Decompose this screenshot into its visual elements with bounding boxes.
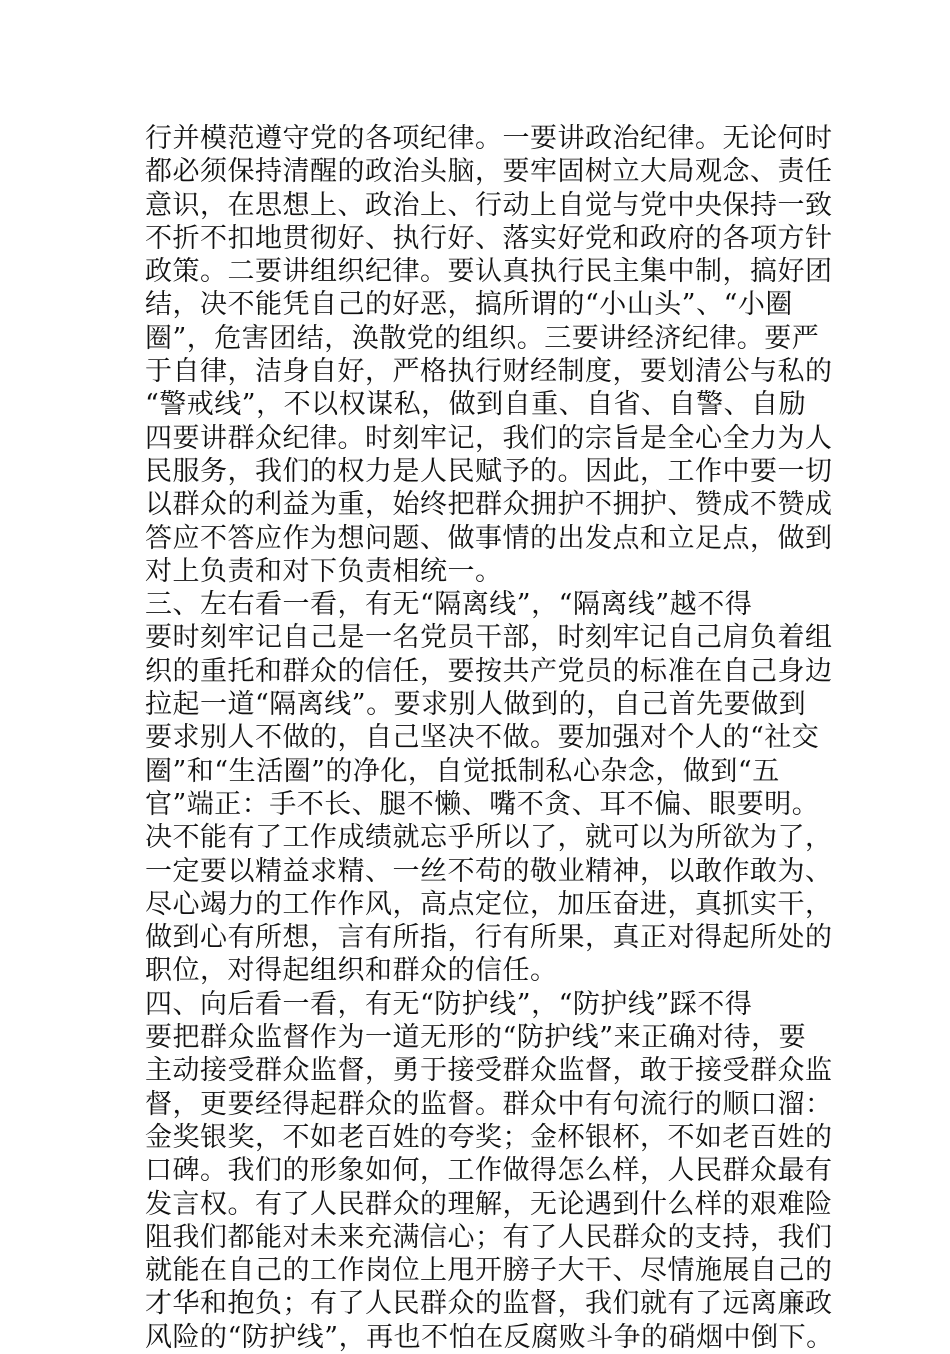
text-line: 要时刻牢记自己是一名党员干部，时刻牢记自己肩负着组 <box>145 622 833 654</box>
text-line: 四要讲群众纪律。时刻牢记，我们的宗旨是全心全力为人 <box>145 422 833 454</box>
text-line: 金奖银奖，不如老百姓的夸奖；金杯银杯，不如老百姓的 <box>145 1121 833 1153</box>
text-line: 要把群众监督作为一道无形的“防护线”来正确对待，要 <box>145 1022 807 1054</box>
text-line: 才华和抱负；有了人民群众的监督，我们就有了远离廉政 <box>145 1288 833 1320</box>
text-line: 发言权。有了人民群众的理解，无论遇到什么样的艰难险 <box>145 1188 833 1220</box>
text-line: 政策。二要讲组织纪律。要认真执行民主集中制，搞好团 <box>145 256 833 288</box>
text-line: 职位，对得起组织和群众的信任。 <box>145 955 558 987</box>
text-line: 圈”，危害团结，涣散党的组织。三要讲经济纪律。要严 <box>145 322 820 354</box>
text-line: 都必须保持清醒的政治头脑，要牢固树立大局观念、责任 <box>145 156 833 188</box>
body-text <box>145 122 834 1354</box>
text-line: 三、左右看一看，有无“隔离线”，“隔离线”越不得 <box>145 589 753 621</box>
text-line: “警戒线”，不以权谋私，做到自重、自省、自警、自励 <box>145 389 807 421</box>
text-line: 督，更要经得起群众的监督。群众中有句流行的顺口溜： <box>145 1088 833 1120</box>
text-line: 民服务，我们的权力是人民赋予的。因此，工作中要一切 <box>145 455 833 487</box>
text-line: 做到心有所想，言有所指，行有所果，真正对得起所处的 <box>145 922 833 954</box>
text-line: 圈”和“生活圈”的净化，自觉抵制私心杂念，做到“五 <box>145 755 780 787</box>
text-line: 不折不扣地贯彻好、执行好、落实好党和政府的各项方针 <box>145 222 833 254</box>
text-line: 就能在自己的工作岗位上甩开膀子大干、尽情施展自己的 <box>145 1255 833 1287</box>
text-line: 意识，在思想上、政治上、行动上自觉与党中央保持一致 <box>145 189 833 221</box>
text-line: 以群众的利益为重，始终把群众拥护不拥护、赞成不赞成 <box>145 489 833 521</box>
text-line: 要求别人不做的，自己坚决不做。要加强对个人的“社交 <box>145 722 820 754</box>
text-line: 决不能有了工作成绩就忘乎所以了，就可以为所欲为了， <box>145 822 833 854</box>
text-line: 官”端正：手不长、腿不懒、嘴不贪、耳不偏、眼要明。 <box>145 788 820 820</box>
text-line: 阻我们都能对未来充满信心；有了人民群众的支持，我们 <box>145 1221 833 1253</box>
text-line: 织的重托和群众的信任，要按共产党员的标准在自己身边 <box>145 655 833 687</box>
text-line: 结，决不能凭自己的好恶，搞所谓的“小山头”、“小圈 <box>145 289 793 321</box>
text-line: 口碑。我们的形象如何，工作做得怎么样，人民群众最有 <box>145 1155 833 1187</box>
text-line: 答应不答应作为想问题、做事情的出发点和立足点，做到 <box>145 522 833 554</box>
text-line: 于自律，洁身自好，严格执行财经制度，要划清公与私的 <box>145 356 833 388</box>
text-line: 尽心竭力的工作作风，高点定位，加压奋进，真抓实干， <box>145 888 833 920</box>
text-line: 行并模范遵守党的各项纪律。一要讲政治纪律。无论何时 <box>145 123 833 154</box>
text-line: 主动接受群众监督，勇于接受群众监督，敢于接受群众监 <box>145 1055 833 1087</box>
text-line: 拉起一道“隔离线”。要求别人做到的，自己首先要做到 <box>145 689 807 721</box>
text-line: 对上负责和对下负责相统一。 <box>145 555 503 587</box>
text-line: 一定要以精益求精、一丝不苟的敬业精神，以敢作敢为、 <box>145 855 833 887</box>
text-line: 四、向后看一看，有无“防护线”，“防护线”踩不得 <box>145 988 753 1020</box>
text-line: 风险的“防护线”，再也不怕在反腐败斗争的硝烟中倒下。 <box>145 1321 834 1353</box>
